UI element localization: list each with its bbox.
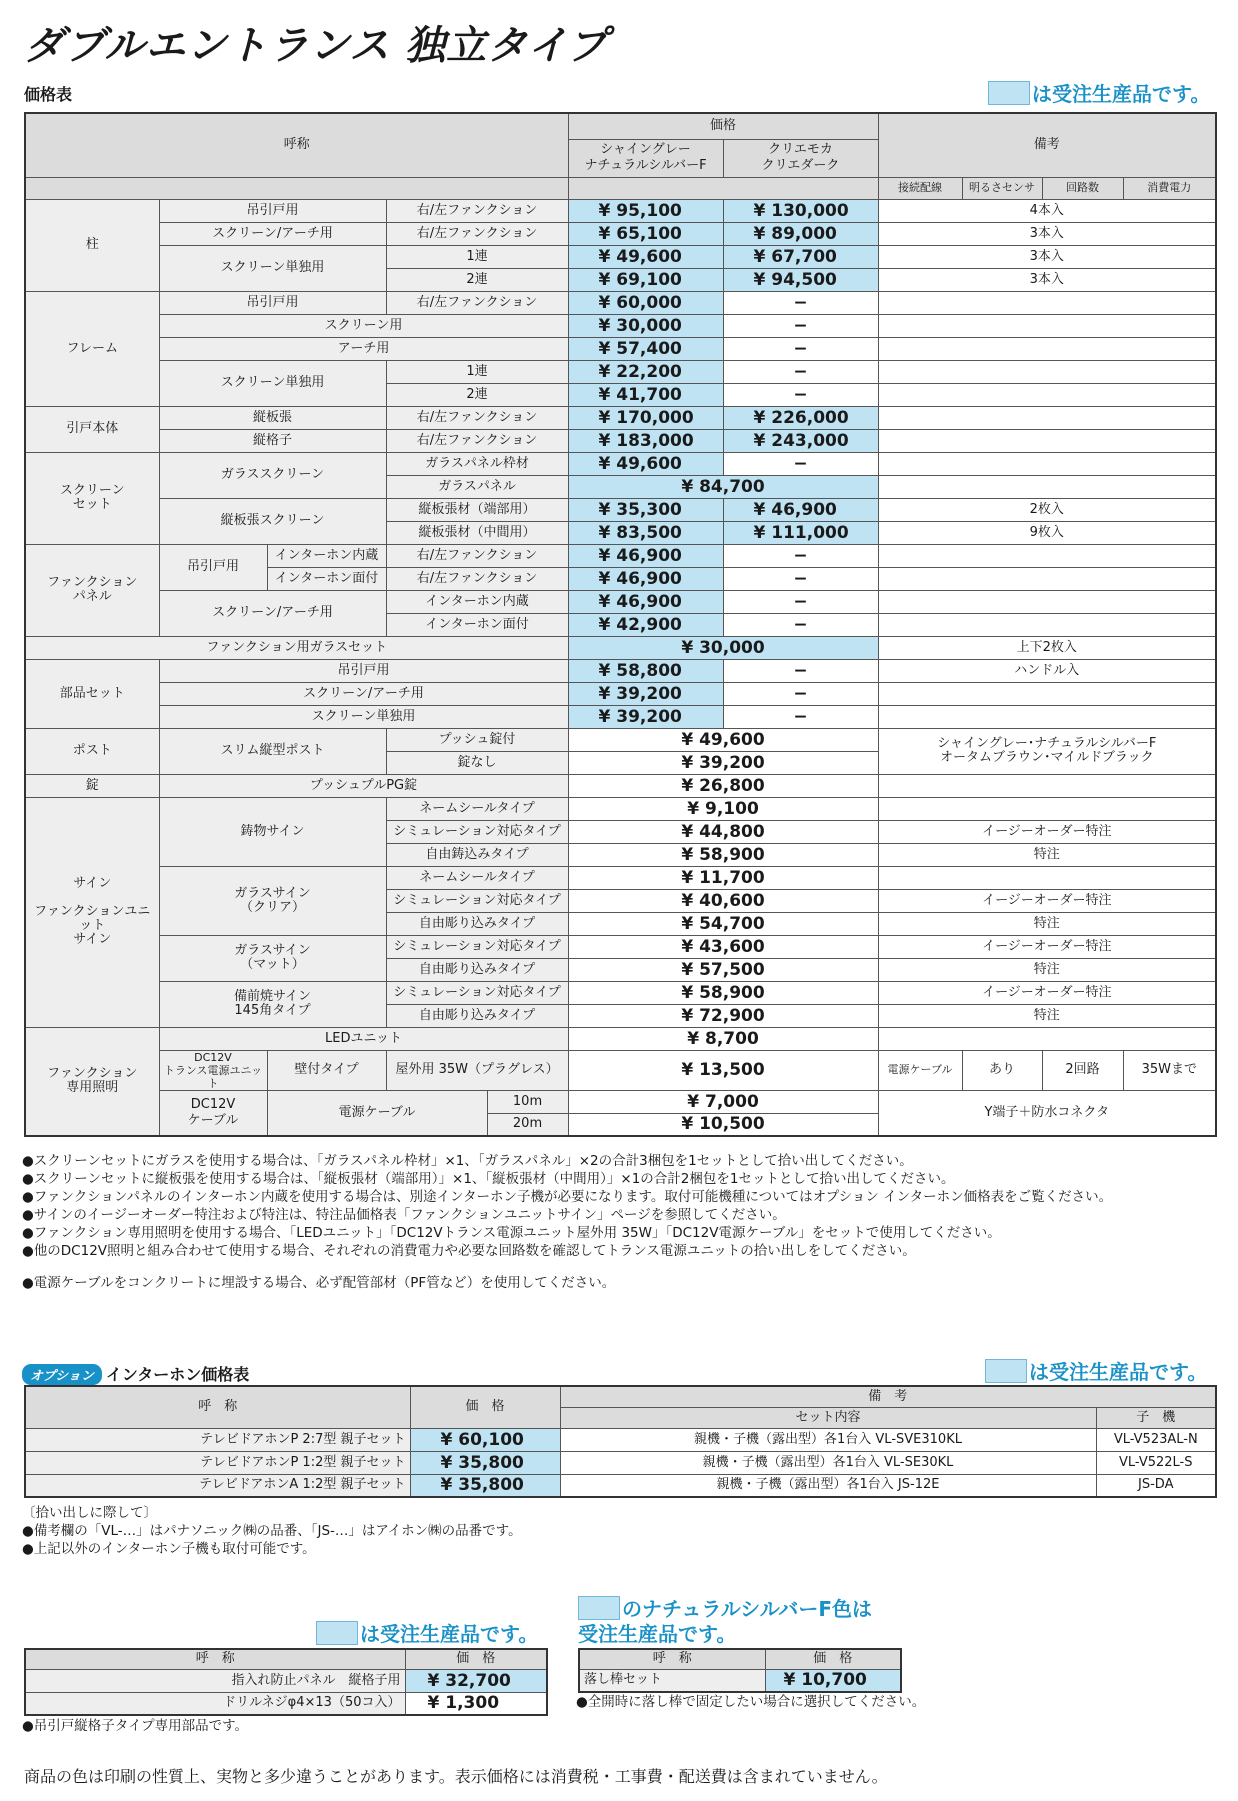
remark: イージーオーダー特注: [878, 889, 1216, 912]
row-label: スクリーン単独用: [159, 360, 386, 406]
price: ¥ 46,900: [568, 567, 723, 590]
row-sublabel: 錠なし: [386, 751, 568, 774]
note: ●ファンクションパネルのインターホン内蔵を使用する場合は、別途インターホン子機が必要になります。取付可能機種についてはオプション インターホン価格表をご覧ください。: [22, 1189, 1113, 1205]
set-contents: 親機・子機（露出型）各1台入 JS-12E: [560, 1474, 1096, 1497]
blue-swatch: [985, 1359, 1027, 1383]
remark: 上下2枚入: [878, 636, 1216, 659]
price: ¥ 46,900: [723, 498, 878, 521]
price: ¥ 57,400: [568, 337, 723, 360]
row-label: ガラススクリーン: [159, 452, 386, 498]
row-label: 縦板張スクリーン: [159, 498, 386, 544]
remark: イージーオーダー特注: [878, 935, 1216, 958]
row-label: スクリーン用: [159, 314, 568, 337]
footer-disclaimer: 商品の色は印刷の性質上、実物と多少違うことがあります。表示価格には消費税・工事費・配送費は含まれていません。: [24, 1767, 888, 1786]
price: ¥ 94,500: [723, 268, 878, 291]
cat-sign: サイン ファンクションユニット サイン: [25, 797, 159, 1027]
price: ¥ 10,500: [568, 1113, 878, 1136]
remark: ハンドル入: [878, 659, 1216, 682]
price: ¥ 83,500: [568, 521, 723, 544]
remark-sensor: あり: [962, 1050, 1042, 1090]
cat-frame: フレーム: [25, 291, 159, 406]
price-none: −: [723, 291, 878, 314]
remark: 2枚入: [878, 498, 1216, 521]
row-sublabel: ガラスパネル: [386, 475, 568, 498]
header-remark: 備考: [878, 113, 1216, 177]
price: ¥ 58,900: [568, 981, 878, 1004]
price-none: −: [723, 613, 878, 636]
price: ¥ 39,200: [568, 682, 723, 705]
price: ¥ 8,700: [568, 1027, 878, 1050]
row-label: 吊引戸用: [159, 291, 386, 314]
small-table-2: [578, 1648, 902, 1693]
small1-note: ●吊引戸縦格子タイプ専用部品です。: [22, 1718, 249, 1734]
made-to-order-silver-legend-2: 受注生産品です。: [578, 1622, 737, 1646]
price: ¥ 39,200: [568, 705, 723, 728]
remark: 9枚入: [878, 521, 1216, 544]
header-name: 呼称: [25, 113, 568, 177]
price-none: −: [723, 337, 878, 360]
row-label: スクリーン/アーチ用: [159, 682, 568, 705]
row-sublabel: 壁付タイプ: [267, 1050, 386, 1090]
price: ¥ 60,100: [410, 1428, 560, 1451]
row-sublabel: 縦板張材（端部用）: [386, 498, 568, 521]
price: ¥ 1,300: [405, 1692, 547, 1715]
option-badge: オプション: [22, 1364, 102, 1385]
remark: Y端子＋防水コネクタ: [878, 1090, 1216, 1136]
price: ¥ 95,100: [568, 199, 723, 222]
item-name: 指入れ防止パネル 縦格子用: [25, 1669, 405, 1692]
made-to-order-silver-legend: のナチュラルシルバーF色は: [578, 1593, 872, 1622]
cat-door: 引戸本体: [25, 406, 159, 452]
row-label: 備前焼サイン 145角タイプ: [159, 981, 386, 1027]
remark: 3本入: [878, 222, 1216, 245]
price: ¥ 49,600: [568, 728, 878, 751]
note: ●サインのイージーオーダー特注および特注は、特注品価格表「ファンクションユニットサイン」ページを参照してください。: [22, 1207, 786, 1223]
note: ●電源ケーブルをコンクリートに埋設する場合、必ず配管部材（PF管など）を使用してください。: [22, 1275, 616, 1291]
row-sublabel: ネームシールタイプ: [386, 797, 568, 820]
row-sublabel: 10m: [487, 1090, 568, 1113]
remark: シャイングレー･ナチュラルシルバーF オータムブラウン･マイルドブラック: [878, 728, 1216, 774]
row-label: スリム縦型ポスト: [159, 728, 386, 774]
price: ¥ 35,800: [410, 1474, 560, 1497]
row-sublabel: 右/左ファンクション: [386, 222, 568, 245]
set-contents: 親機・子機（露出型）各1台入 VL-SVE310KL: [560, 1428, 1096, 1451]
row-label: DC12V トランス電源ユニット: [159, 1050, 267, 1090]
row-sublabel: 縦板張材（中間用）: [386, 521, 568, 544]
header-name: 呼 称: [25, 1649, 405, 1669]
row-sublabel: 2連: [386, 383, 568, 406]
row-label: 鋳物サイン: [159, 797, 386, 866]
note: ●備考欄の「VL-…」はパナソニック㈱の品番、「JS-…」はアイホン㈱の品番です。: [22, 1523, 522, 1539]
row-sublabel: ガラスパネル枠材: [386, 452, 568, 475]
price: ¥ 41,700: [568, 383, 723, 406]
cat-screen: スクリーン セット: [25, 452, 159, 544]
header-remark: 備 考: [560, 1386, 1216, 1407]
row-sublabel: シミュレーション対応タイプ: [386, 935, 568, 958]
cat-lock: 錠: [25, 774, 159, 797]
price: ¥ 35,300: [568, 498, 723, 521]
price: ¥ 130,000: [723, 199, 878, 222]
price: ¥ 69,100: [568, 268, 723, 291]
note: ●ファンクション専用照明を使用する場合、「LEDユニット」「DC12Vトランス電源ユニット屋外用 35W」「DC12V電源ケーブル」をセットで使用してください。: [22, 1225, 1001, 1241]
row-sublabel: 自由彫り込みタイプ: [386, 912, 568, 935]
price: ¥ 60,000: [568, 291, 723, 314]
price: ¥ 46,900: [568, 544, 723, 567]
price: ¥ 13,500: [568, 1050, 878, 1090]
remark-power: 35Wまで: [1123, 1050, 1216, 1090]
remark: 4本入: [878, 199, 1216, 222]
row-sublabel: 電源ケーブル: [267, 1090, 487, 1136]
row-sublabel: インターホン面付: [267, 567, 386, 590]
header-price: 価格: [568, 113, 878, 139]
child-unit: VL-V522L-S: [1096, 1451, 1216, 1474]
blue-swatch: [578, 1596, 620, 1620]
header-set: セット内容: [560, 1407, 1096, 1428]
remark-circuits: 2回路: [1042, 1050, 1123, 1090]
row-sublabel: 自由彫り込みタイプ: [386, 1004, 568, 1027]
price-table-heading: 価格表: [24, 85, 73, 104]
remark: 特注: [878, 912, 1216, 935]
price: ¥ 54,700: [568, 912, 878, 935]
price: ¥ 39,200: [568, 751, 878, 774]
price: ¥ 58,900: [568, 843, 878, 866]
row-sublabel: ネームシールタイプ: [386, 866, 568, 889]
row-sublabel: 2連: [386, 268, 568, 291]
price: ¥ 42,900: [568, 613, 723, 636]
price: ¥ 65,100: [568, 222, 723, 245]
price: ¥ 170,000: [568, 406, 723, 429]
row-label: 吊引戸用: [159, 544, 267, 590]
child-unit: VL-V523AL-N: [1096, 1428, 1216, 1451]
price: ¥ 32,700: [405, 1669, 547, 1692]
row-label: 縦板張: [159, 406, 386, 429]
note: ●スクリーンセットにガラスを使用する場合は、「ガラスパネル枠材」×1、「ガラスパネル」×2の合計3梱包を1セットとして拾い出してください。: [22, 1153, 913, 1169]
header-price: 価 格: [405, 1649, 547, 1669]
header-price: 価 格: [765, 1649, 901, 1669]
row-sublabel: 屋外用 35W（プラグレス）: [386, 1050, 568, 1090]
row-sublabel: シミュレーション対応タイプ: [386, 981, 568, 1004]
blue-swatch: [316, 1621, 358, 1645]
row-sublabel: 20m: [487, 1113, 568, 1136]
price: ¥ 46,900: [568, 590, 723, 613]
small2-note: ●全開時に落し棒で固定したい場合に選択してください。: [576, 1694, 926, 1710]
note: ●スクリーンセットに縦板張を使用する場合は、「縦板張材（端部用）」×1、「縦板張材（中間用）」×1の合計2梱包を1セットとして拾い出してください。: [22, 1171, 955, 1187]
remark: 3本入: [878, 268, 1216, 291]
price: ¥ 243,000: [723, 429, 878, 452]
row-sublabel: 自由鋳込みタイプ: [386, 843, 568, 866]
made-to-order-legend-3: は受注生産品です。: [316, 1618, 538, 1647]
row-sublabel: シミュレーション対応タイプ: [386, 820, 568, 843]
row-label: ファンクション用ガラスセット: [25, 636, 568, 659]
header-price: 価 格: [410, 1386, 560, 1428]
row-label: 吊引戸用: [159, 199, 386, 222]
price: ¥ 183,000: [568, 429, 723, 452]
header-color2: クリエモカ クリエダーク: [723, 139, 878, 177]
blue-swatch: [988, 81, 1030, 105]
header-wiring: 接続配線: [878, 177, 962, 199]
price: ¥ 35,800: [410, 1451, 560, 1474]
row-sublabel: プッシュ錠付: [386, 728, 568, 751]
intercom-name: テレビドアホンA 1:2型 親子セット: [25, 1474, 410, 1497]
row-sublabel: シミュレーション対応タイプ: [386, 889, 568, 912]
price: ¥ 49,600: [568, 245, 723, 268]
price-none: −: [723, 705, 878, 728]
price: ¥ 7,000: [568, 1090, 878, 1113]
price: ¥ 111,000: [723, 521, 878, 544]
header-sensor: 明るさセンサ: [962, 177, 1042, 199]
price: ¥ 43,600: [568, 935, 878, 958]
intercom-name: テレビドアホンP 2:7型 親子セット: [25, 1428, 410, 1451]
remark: イージーオーダー特注: [878, 981, 1216, 1004]
price-none: −: [723, 383, 878, 406]
header-name: 呼 称: [579, 1649, 765, 1669]
remark: 特注: [878, 1004, 1216, 1027]
item-name: ドリルネジφ4×13（50コ入）: [25, 1692, 405, 1715]
price: ¥ 9,100: [568, 797, 878, 820]
row-label: 縦格子: [159, 429, 386, 452]
row-sublabel: インターホン面付: [386, 613, 568, 636]
row-label: アーチ用: [159, 337, 568, 360]
child-unit: JS-DA: [1096, 1474, 1216, 1497]
row-sublabel: 右/左ファンクション: [386, 544, 568, 567]
price: ¥ 49,600: [568, 452, 723, 475]
row-label: スクリーン/アーチ用: [159, 222, 386, 245]
note: ●上記以外のインターホン子機も取付可能です。: [22, 1541, 316, 1557]
price: ¥ 58,800: [568, 659, 723, 682]
row-sublabel: 右/左ファンクション: [386, 406, 568, 429]
price-none: −: [723, 452, 878, 475]
main-notes: [22, 1152, 1222, 1292]
row-sublabel: 右/左ファンクション: [386, 429, 568, 452]
page-title: ダブルエントランス 独立タイプ: [24, 23, 609, 69]
row-sublabel: 自由彫り込みタイプ: [386, 958, 568, 981]
price: ¥ 84,700: [568, 475, 878, 498]
row-label: DC12V ケーブル: [159, 1090, 267, 1136]
price-none: −: [723, 659, 878, 682]
made-to-order-legend-2: は受注生産品です。: [985, 1356, 1207, 1385]
row-label: 吊引戸用: [159, 659, 568, 682]
price-none: −: [723, 314, 878, 337]
remark: 3本入: [878, 245, 1216, 268]
header-power: 消費電力: [1123, 177, 1216, 199]
intercom-table: [24, 1385, 1217, 1498]
row-sublabel: インターホン内蔵: [267, 544, 386, 567]
price: ¥ 67,700: [723, 245, 878, 268]
row-label: スクリーン単独用: [159, 705, 568, 728]
row-sublabel: 右/左ファンクション: [386, 199, 568, 222]
remark: 特注: [878, 958, 1216, 981]
price: ¥ 30,000: [568, 314, 723, 337]
price-none: −: [723, 544, 878, 567]
row-label: ガラスサイン （クリア）: [159, 866, 386, 935]
price: ¥ 89,000: [723, 222, 878, 245]
price: ¥ 10,700: [765, 1669, 901, 1692]
header-circuits: 回路数: [1042, 177, 1123, 199]
intercom-heading: オプション インターホン価格表: [22, 1362, 249, 1385]
set-contents: 親機・子機（露出型）各1台入 VL-SE30KL: [560, 1451, 1096, 1474]
cat-pillar: 柱: [25, 199, 159, 291]
row-label: スクリーン/アーチ用: [159, 590, 386, 636]
note: ●他のDC12V照明と組み合わせて使用する場合、それぞれの消費電力や必要な回路数を確認してトランス電源ユニットの拾い出しをしてください。: [22, 1243, 916, 1259]
row-sublabel: インターホン内蔵: [386, 590, 568, 613]
row-label: スクリーン単独用: [159, 245, 386, 291]
main-price-table: [24, 112, 1217, 1137]
price: ¥ 57,500: [568, 958, 878, 981]
row-sublabel: 右/左ファンクション: [386, 567, 568, 590]
price-none: −: [723, 682, 878, 705]
cat-function-panel: ファンクション パネル: [25, 544, 159, 636]
row-sublabel: 1連: [386, 245, 568, 268]
price: ¥ 72,900: [568, 1004, 878, 1027]
price: ¥ 26,800: [568, 774, 878, 797]
row-sublabel: 右/左ファンクション: [386, 291, 568, 314]
cat-lighting: ファンクション 専用照明: [25, 1027, 159, 1136]
row-label: プッシュプルPG錠: [159, 774, 568, 797]
small-table-1: [24, 1648, 548, 1716]
legend-text: は受注生産品です。: [1032, 82, 1211, 106]
made-to-order-legend: [988, 78, 1210, 107]
price-none: −: [723, 567, 878, 590]
row-sublabel: 1連: [386, 360, 568, 383]
price: ¥ 44,800: [568, 820, 878, 843]
intercom-notes: [22, 1504, 522, 1558]
price: ¥ 40,600: [568, 889, 878, 912]
price: ¥ 226,000: [723, 406, 878, 429]
remark: イージーオーダー特注: [878, 820, 1216, 843]
row-label: LEDユニット: [159, 1027, 568, 1050]
header-child: 子 機: [1096, 1407, 1216, 1428]
cat-parts: 部品セット: [25, 659, 159, 728]
price: ¥ 11,700: [568, 866, 878, 889]
item-name: 落し棒セット: [579, 1669, 765, 1692]
header-color1: シャイングレー ナチュラルシルバーF: [568, 139, 723, 177]
price-none: −: [723, 590, 878, 613]
price: ¥ 30,000: [568, 636, 878, 659]
price: ¥ 22,200: [568, 360, 723, 383]
cat-post: ポスト: [25, 728, 159, 774]
row-label: ガラスサイン （マット）: [159, 935, 386, 981]
intercom-name: テレビドアホンP 1:2型 親子セット: [25, 1451, 410, 1474]
price-none: −: [723, 360, 878, 383]
remark-wiring: 電源ケーブル: [878, 1050, 962, 1090]
note: 〔拾い出しに際して〕: [22, 1505, 157, 1521]
header-name: 呼 称: [25, 1386, 410, 1428]
remark: 特注: [878, 843, 1216, 866]
